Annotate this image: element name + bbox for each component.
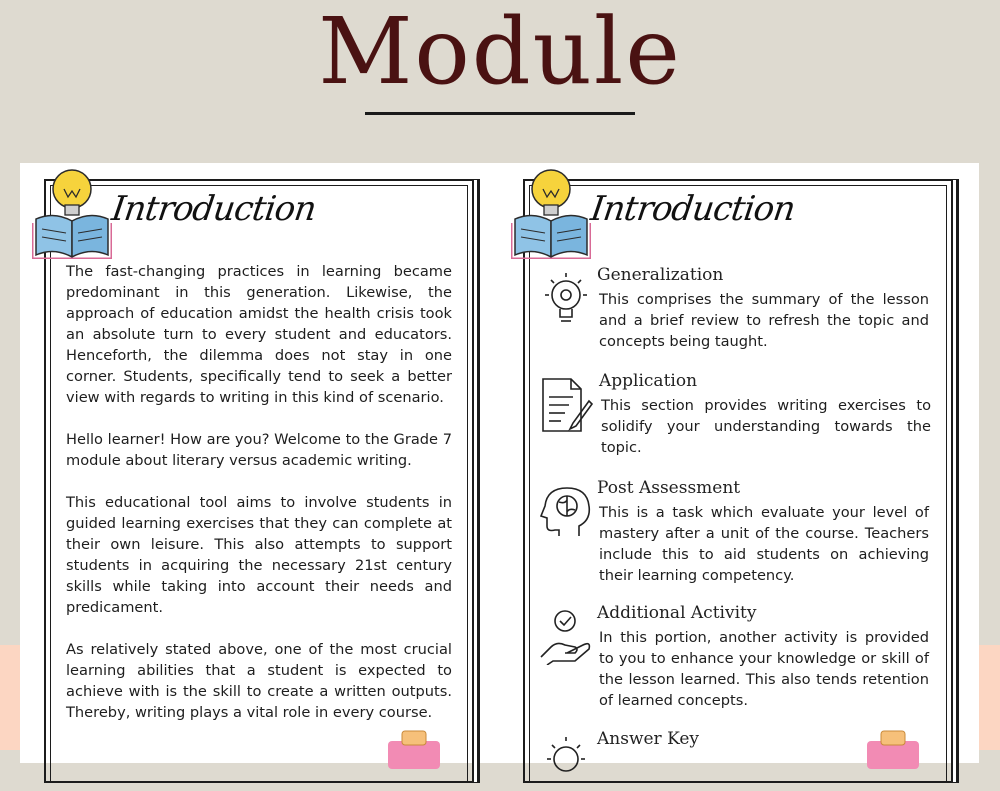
left-page-heading: Introduction — [109, 189, 319, 229]
paragraph: Hello learner! How are you? Welcome to the Grade 7 module about literary versus academic writing. — [66, 431, 452, 469]
document-pen-icon — [539, 377, 593, 433]
head-brain-icon — [539, 484, 593, 540]
book-lightbulb-icon — [511, 167, 591, 259]
right-page — [499, 163, 979, 763]
section-title: Answer Key — [597, 729, 699, 749]
book-lightbulb-icon — [32, 167, 112, 259]
page-title: Module — [318, 0, 682, 105]
paragraph: The fast-changing practices in learning became predominant in this generation. Likewise, the approach of education amidst the health crisis took an absolute turn to every student and educators. Henceforth, the dilemma does not stay in one corner. Students, specifically tend to seek a better view with regards to writing in this kind of scenario. — [66, 263, 452, 406]
left-page — [20, 163, 500, 763]
right-page-heading: Introduction — [588, 189, 798, 229]
section-description: This comprises the summary of the lesson and a brief review to refresh the topic and concepts being taught. — [599, 291, 929, 350]
section-title: Post Assessment — [597, 478, 741, 498]
paragraph: As relatively stated above, one of the most crucial learning abilities that a student is expected to achieve with is the skill to create a written outputs. Thereby, writing plays a vital role in every course. — [66, 641, 452, 721]
section-title: Generalization — [597, 265, 724, 285]
section-description: In this portion, another activity is provided to you to enhance your knowledge or skill of the lesson learned. This also tends retention of learned concepts. — [599, 629, 929, 709]
clipboard-icon — [386, 729, 442, 769]
lightbulb-gear-icon — [539, 271, 593, 327]
hand-check-icon — [539, 609, 593, 665]
section-title: Additional Activity — [597, 603, 757, 623]
section-description: This section provides writing exercises to solidify your understanding towards the topic. — [601, 397, 931, 456]
clipboard-icon — [865, 729, 921, 769]
left-page-body — [66, 261, 452, 744]
paragraph: This educational tool aims to involve students in guided learning exercises that they can complete at their own leisure. This also attempts to support students in acquiring the necessary 21st century skills while taking into account their needs and predicament. — [66, 494, 452, 616]
title-underline — [365, 112, 635, 115]
key-lightbulb-icon — [539, 735, 593, 791]
section-title: Application — [599, 371, 698, 391]
section-description: This is a task which evaluate your level of mastery after a unit of the course. Teachers include this to aid students on achieving their learning competency. — [599, 504, 929, 584]
